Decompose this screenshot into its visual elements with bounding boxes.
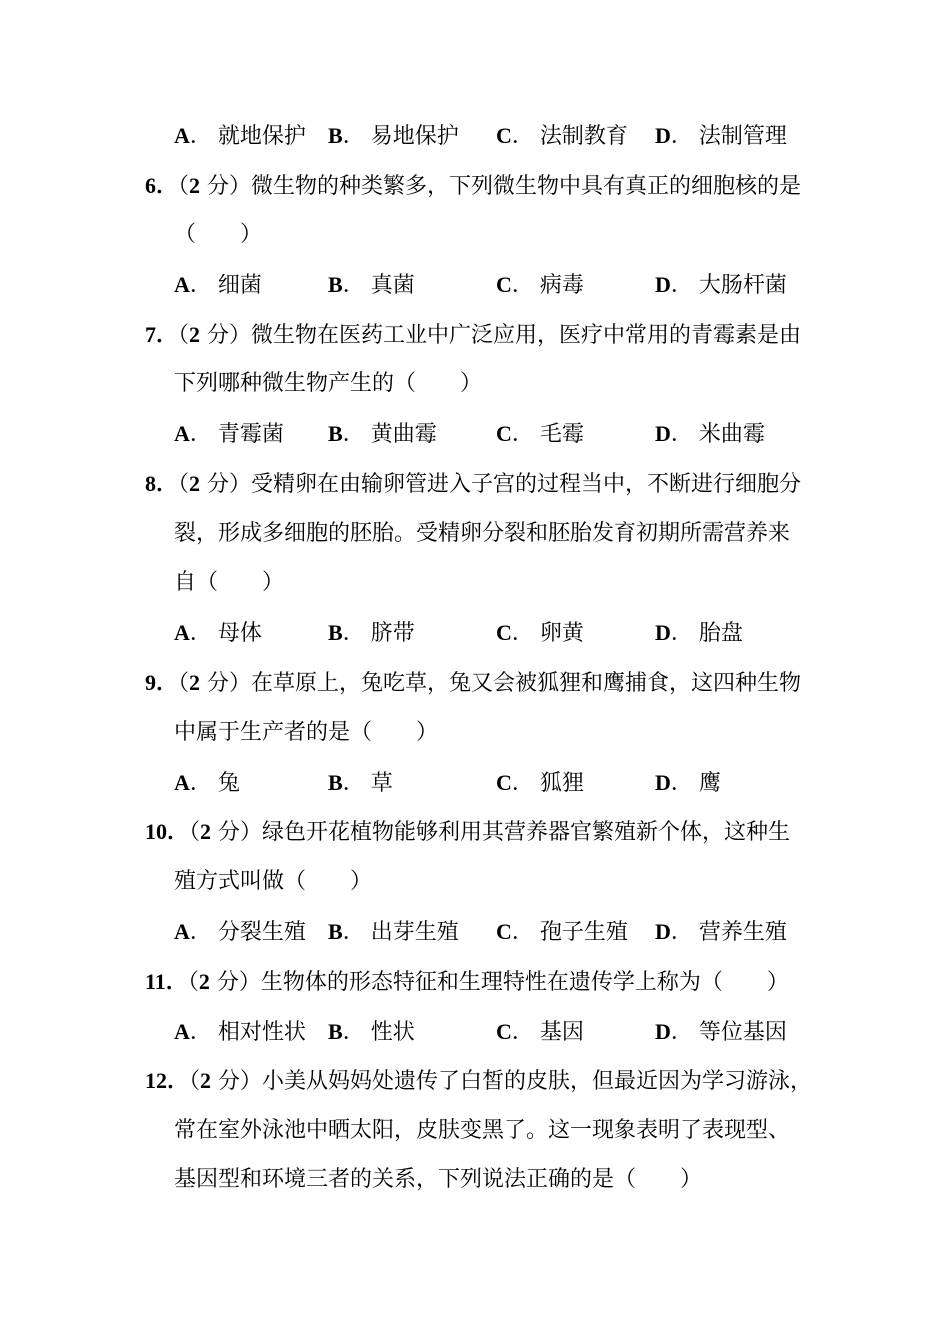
q11-stem: 11．（2 分）生物体的形态特征和生理特性在遗传学上称为（ ） <box>145 969 789 995</box>
q6-options <box>174 265 874 305</box>
q12-text: 小美从妈妈处遗传了白皙的皮肤，但最近因为学习游泳， <box>262 1069 813 1094</box>
q7-option-c[interactable]: C． 毛霉 <box>496 421 584 447</box>
q11-option-c[interactable]: C． 基因 <box>496 1019 584 1045</box>
q10-option-a[interactable]: A． 分裂生殖 <box>174 919 306 945</box>
q5-option-a[interactable]: A． 就地保护 <box>174 123 306 149</box>
q11-text: 生物体的形态特征和生理特性在遗传学上称为（ ） <box>260 970 789 995</box>
q5-option-d[interactable]: D． 法制管理 <box>655 123 787 149</box>
q12-stem: 12．（2 分）小美从妈妈处遗传了白皙的皮肤，但最近因为学习游泳， <box>145 1068 813 1094</box>
q8-number: 8 <box>145 471 156 496</box>
q5-option-b[interactable]: B． 易地保护 <box>328 123 459 149</box>
q12-text-cont: 常在室外泳池中晒太阳，皮肤变黑了。这一现象表明了表现型、 <box>174 1118 791 1143</box>
q7-number: 7 <box>145 322 156 347</box>
q9-stem: 9．（2 分）在草原上，兔吃草，兔又会被狐狸和鹰捕食，这四种生物 <box>145 670 802 696</box>
q11-number: 11 <box>145 969 166 994</box>
q12-text-cont-2: 基因型和环境三者的关系，下列说法正确的是（ ） <box>174 1167 703 1192</box>
q6-option-b[interactable]: B． 真菌 <box>328 272 415 298</box>
q8-stem: 8．（2 分）受精卵在由输卵管进入子宫的过程当中，不断进行细胞分 <box>145 471 802 497</box>
q10-options <box>174 912 874 952</box>
q8-text: 受精卵在由输卵管进入子宫的过程当中，不断进行细胞分 <box>251 472 802 497</box>
q9-text: 在草原上，兔吃草，兔又会被狐狸和鹰捕食，这四种生物 <box>251 671 802 696</box>
q7-text: 微生物在医药工业中广泛应用，医疗中常用的青霉素是由 <box>251 323 802 348</box>
q8-options <box>174 613 874 653</box>
q8-option-c[interactable]: C． 卵黄 <box>496 620 584 646</box>
q10-text: 绿色开花植物能够利用其营养器官繁殖新个体，这种生 <box>262 820 791 845</box>
q7-options <box>174 414 874 454</box>
q11-option-b[interactable]: B． 性状 <box>328 1019 415 1045</box>
q9-options <box>174 763 874 803</box>
q9-score: 2 <box>189 670 201 695</box>
q9-text-cont: 中属于生产者的是（ ） <box>174 720 439 745</box>
q9-option-d[interactable]: D． 鹰 <box>655 770 721 796</box>
q6-text: 微生物的种类繁多，下列微生物中具有真正的细胞核的是 <box>251 174 802 199</box>
q10-option-d[interactable]: D． 营养生殖 <box>655 919 787 945</box>
q7-option-d[interactable]: D． 米曲霉 <box>655 421 765 447</box>
q10-text-cont: 殖方式叫做（ ） <box>174 869 373 894</box>
q10-option-c[interactable]: C． 孢子生殖 <box>496 919 628 945</box>
q6-text-cont: （ ） <box>174 222 263 247</box>
q5-option-c[interactable]: C． 法制教育 <box>496 123 628 149</box>
q12-number: 12 <box>145 1068 167 1093</box>
q8-option-b[interactable]: B． 脐带 <box>328 620 415 646</box>
q7-stem: 7．（2 分）微生物在医药工业中广泛应用，医疗中常用的青霉素是由 <box>145 322 802 348</box>
q12-score: 2 <box>200 1068 212 1093</box>
q9-option-a[interactable]: A． 兔 <box>174 770 240 796</box>
q6-option-a[interactable]: A． 细菌 <box>174 272 262 298</box>
q6-option-d[interactable]: D． 大肠杆菌 <box>655 272 787 298</box>
q8-option-a[interactable]: A． 母体 <box>174 620 262 646</box>
q5-options <box>174 116 874 156</box>
q10-score: 2 <box>200 819 212 844</box>
q6-stem: 6．（2 分）微生物的种类繁多，下列微生物中具有真正的细胞核的是 <box>145 173 802 199</box>
q7-score: 2 <box>189 322 201 347</box>
q9-number: 9 <box>145 670 156 695</box>
q10-stem: 10．（2 分）绿色开花植物能够利用其营养器官繁殖新个体，这种生 <box>145 819 791 845</box>
q11-option-a[interactable]: A． 相对性状 <box>174 1019 306 1045</box>
q8-option-d[interactable]: D． 胎盘 <box>655 620 743 646</box>
q11-options <box>174 1012 874 1052</box>
q9-option-c[interactable]: C． 狐狸 <box>496 770 584 796</box>
q11-option-d[interactable]: D． 等位基因 <box>655 1019 787 1045</box>
q6-option-c[interactable]: C． 病毒 <box>496 272 584 298</box>
q11-score: 2 <box>198 969 210 994</box>
q10-option-b[interactable]: B． 出芽生殖 <box>328 919 459 945</box>
q6-score: 2 <box>189 173 201 198</box>
q8-text-cont-2: 自（ ） <box>174 570 285 595</box>
q7-option-a[interactable]: A． 青霉菌 <box>174 421 284 447</box>
q8-score: 2 <box>189 471 201 496</box>
q9-option-b[interactable]: B． 草 <box>328 770 393 796</box>
q7-text-cont: 下列哪种微生物产生的（ ） <box>174 371 483 396</box>
q8-text-cont: 裂，形成多细胞的胚胎。受精卵分裂和胚胎发育初期所需营养来 <box>174 521 791 546</box>
q7-option-b[interactable]: B． 黄曲霉 <box>328 421 437 447</box>
q10-number: 10 <box>145 819 167 844</box>
q6-number: 6 <box>145 173 156 198</box>
